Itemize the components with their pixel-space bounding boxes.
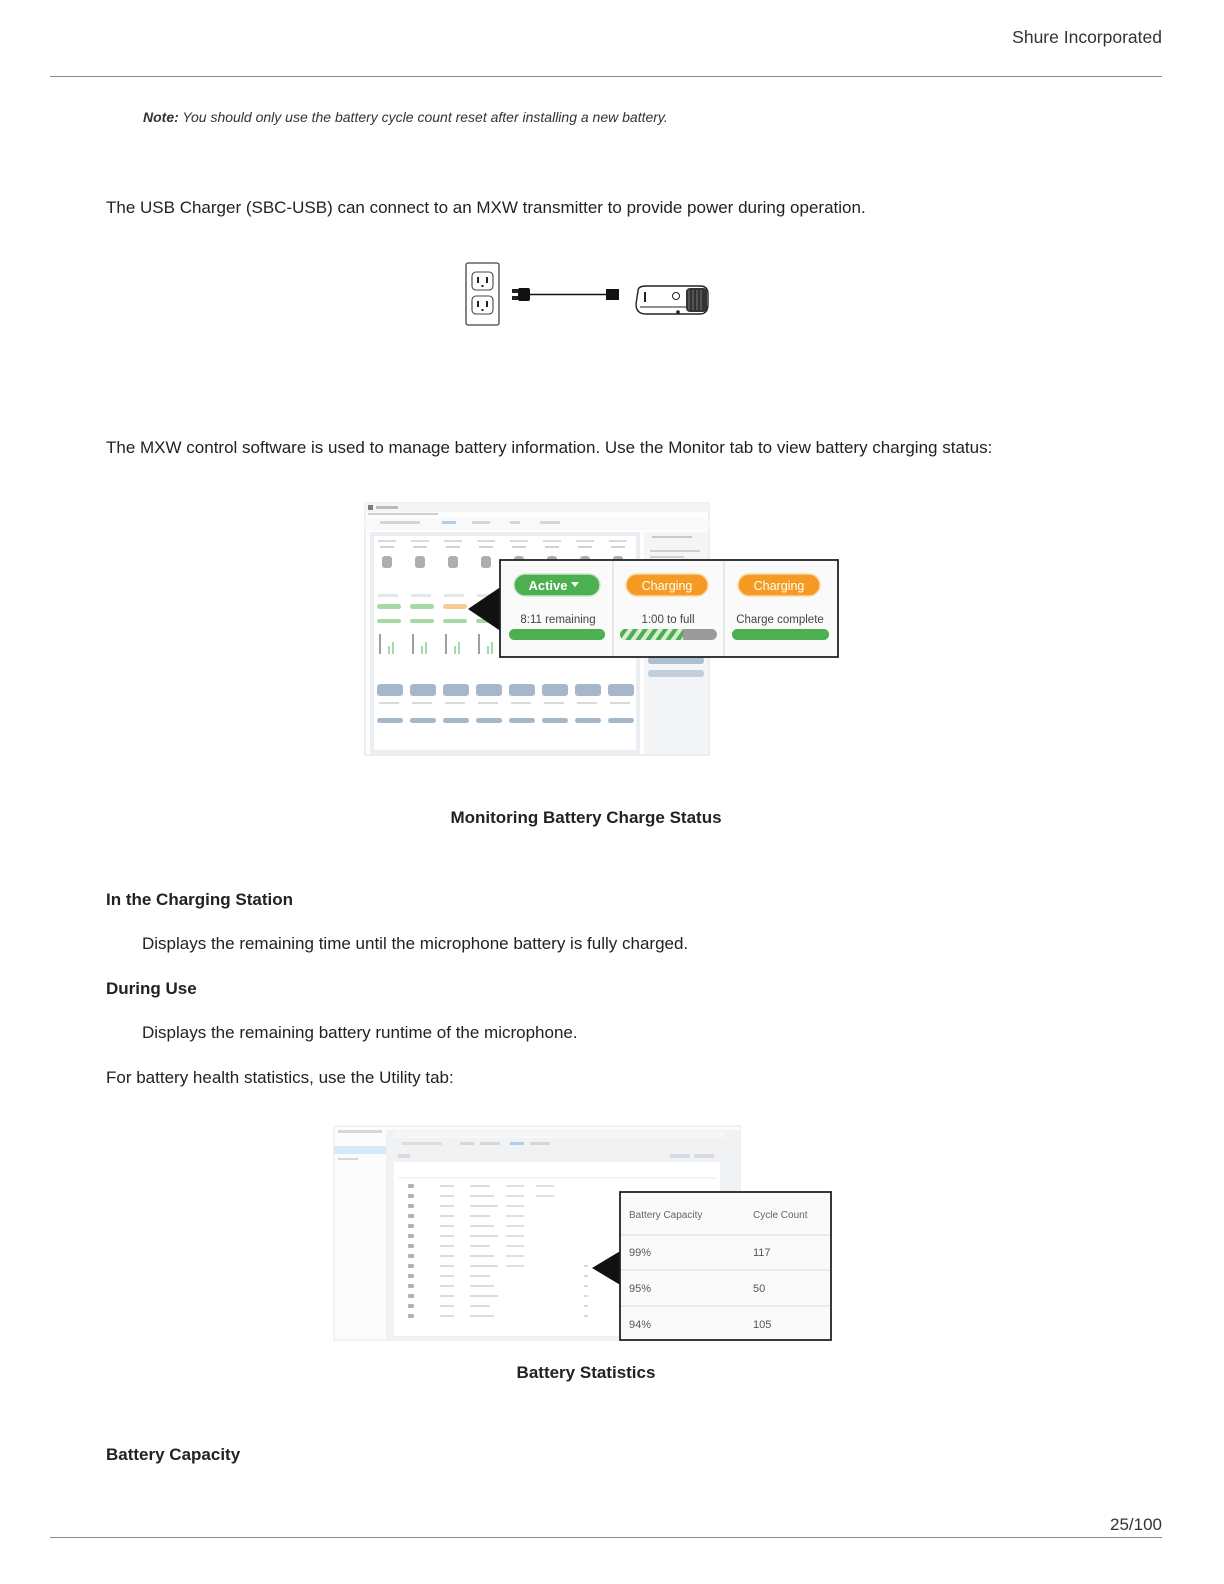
monitor-figure-caption: Monitoring Battery Charge Status (450, 808, 722, 827)
page-number: 25/100 (1110, 1515, 1162, 1534)
usb-charger-paragraph: The USB Charger (SBC-USB) can connect to an MXW transmitter to provide power during operation. (106, 198, 866, 217)
note-label: Note: (143, 109, 179, 125)
battery-bar-active-fill (509, 629, 605, 640)
column-header-cycle-count: Cycle Count (753, 1210, 808, 1221)
cycle-count-cell: 50 (753, 1283, 766, 1295)
status-label-charging-1: Charging (641, 579, 693, 593)
battery-capacity-cell: 99% (629, 1247, 652, 1259)
section-text-charging-station: Displays the remaining time until the microphone battery is fully charged. (142, 934, 689, 953)
stats-figure-caption: Battery Statistics (516, 1363, 656, 1382)
header-rule (50, 76, 1162, 77)
status-detail-active: 8:11 remaining (520, 614, 596, 626)
usb-cable-icon (512, 288, 619, 301)
software-paragraph: The MXW control software is used to manage battery information. Use the Monitor tab to view battery charging status: (106, 438, 993, 457)
status-label-charging-2: Charging (753, 579, 805, 593)
company-name: Shure Incorporated (1012, 27, 1162, 47)
monitor-tab-figure (362, 502, 842, 758)
battery-stats-callout (620, 1192, 831, 1340)
cycle-count-cell: 105 (753, 1319, 772, 1331)
utility-tab-figure (330, 1122, 836, 1346)
utility-paragraph: For battery health statistics, use the Utility tab: (106, 1068, 454, 1087)
cycle-count-cell: 117 (753, 1247, 771, 1259)
note-text: You should only use the battery cycle count reset after installing a new battery. (182, 109, 668, 125)
footer-rule (50, 1537, 1162, 1538)
wall-outlet-icon (466, 263, 499, 325)
section-text-during-use: Displays the remaining battery runtime of the microphone. (142, 1023, 578, 1042)
battery-capacity-cell: 94% (629, 1319, 652, 1331)
section-heading-charging-station: In the Charging Station (106, 890, 293, 909)
transmitter-icon (636, 286, 708, 314)
section-heading-during-use: During Use (106, 979, 197, 998)
battery-capacity-heading: Battery Capacity (106, 1445, 241, 1464)
monitor-callout (500, 560, 838, 657)
status-label-active: Active (528, 578, 568, 593)
note (143, 109, 668, 125)
battery-bar-charging-2-fill (732, 629, 829, 640)
status-detail-charging-1: 1:00 to full (641, 614, 695, 626)
battery-capacity-cell: 95% (629, 1283, 652, 1295)
column-header-battery-capacity: Battery Capacity (629, 1210, 703, 1221)
battery-bar-charging-1-fill (620, 629, 683, 640)
usb-charger-illustration (460, 258, 720, 332)
status-detail-charging-2: Charge complete (736, 614, 824, 626)
